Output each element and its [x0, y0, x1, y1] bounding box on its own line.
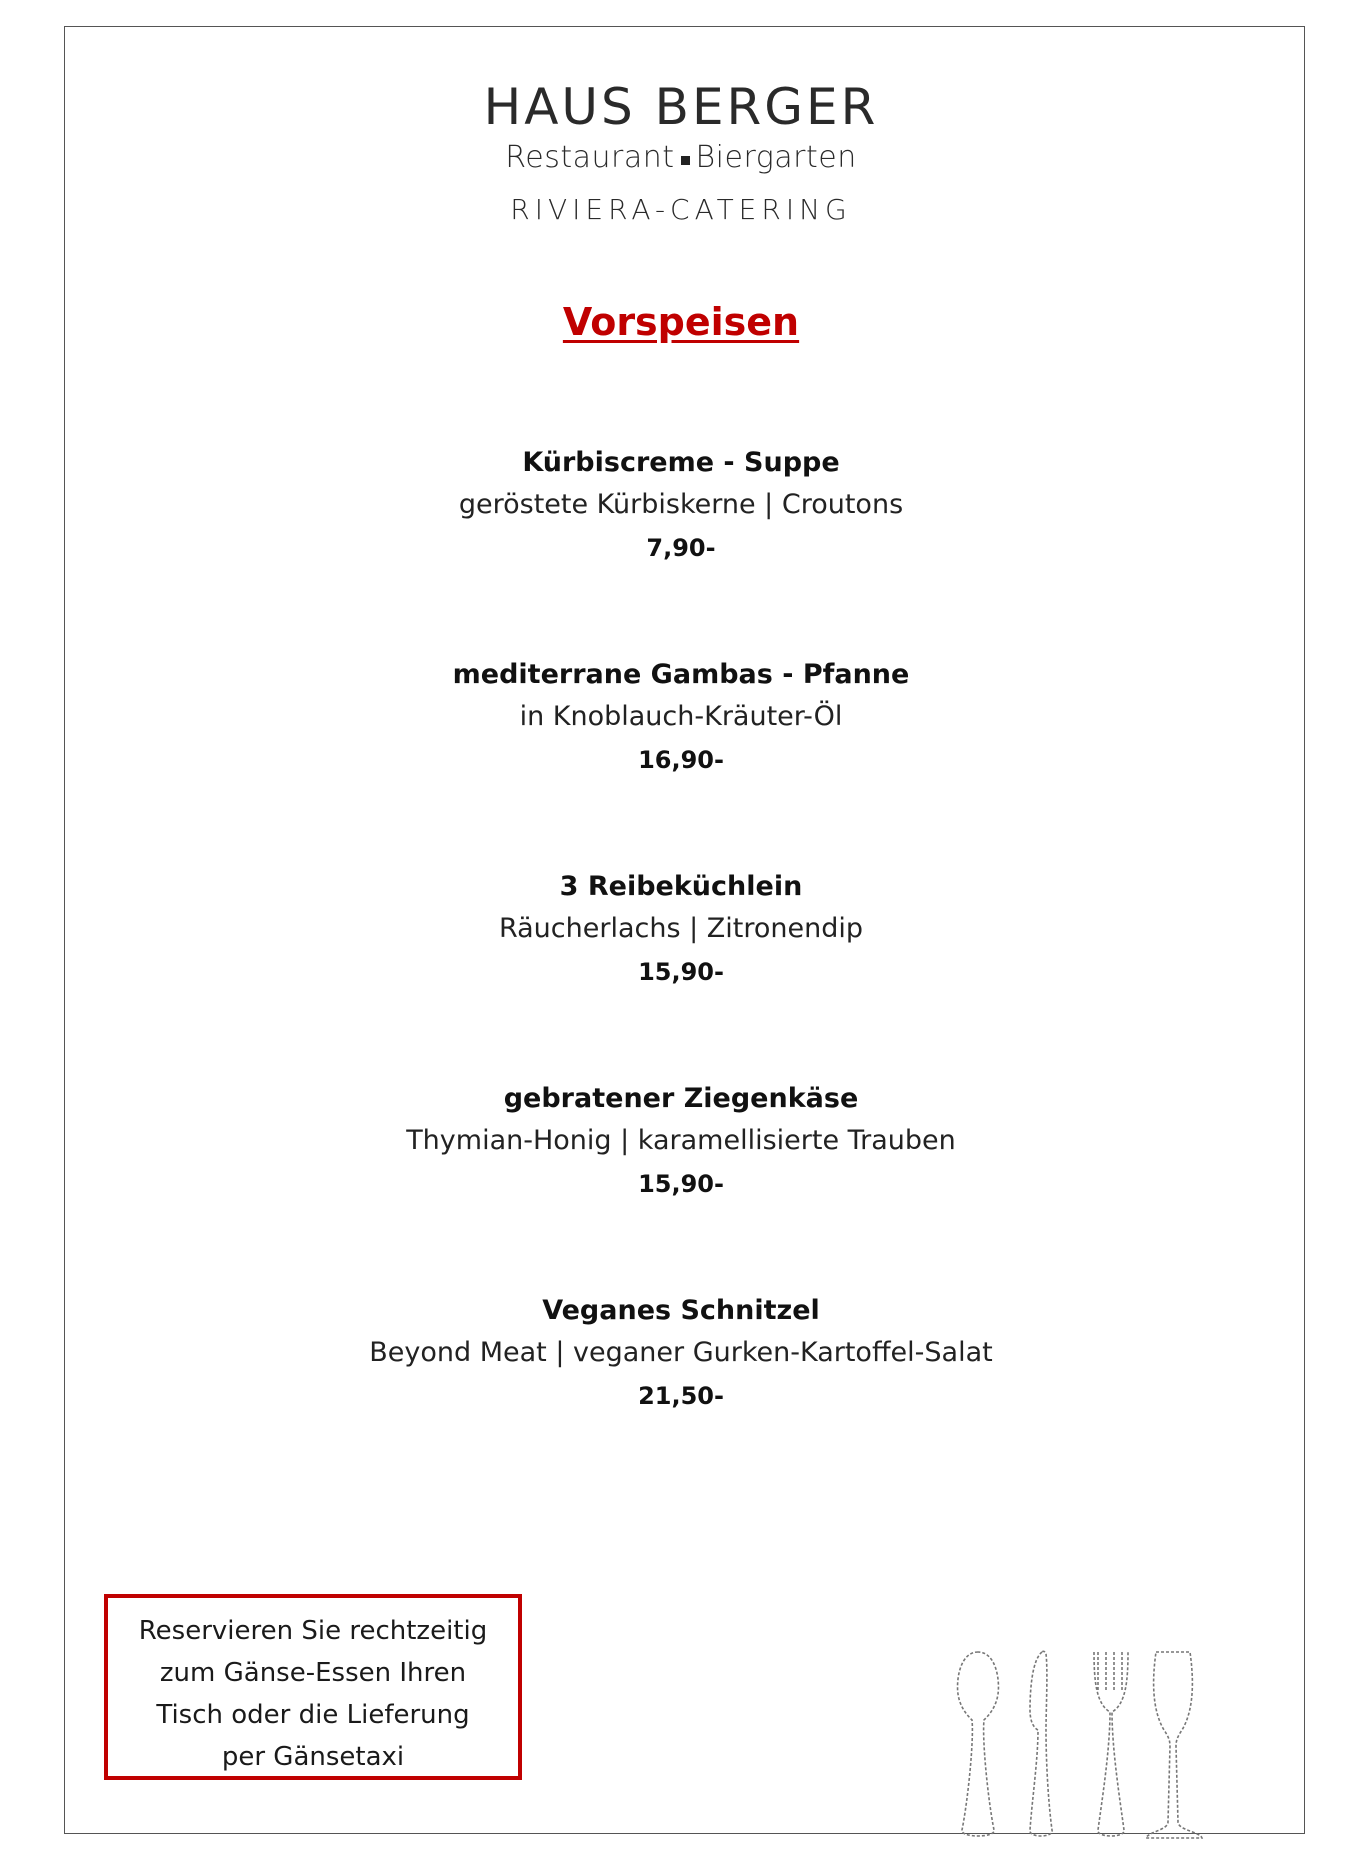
notice-line: Reservieren Sie rechtzeitig [138, 1616, 488, 1646]
menu-item [0, 444, 1362, 568]
menu-item-name: 3 Reibeküchlein [559, 871, 803, 902]
menu-item [0, 868, 1362, 992]
fork-icon [1094, 1652, 1128, 1836]
notice-line: zum Gänse-Essen Ihren [159, 1658, 467, 1688]
menu-item-price: 15,90- [638, 1170, 724, 1198]
logo-title: HAUS BERGER [483, 78, 879, 136]
notice-line: per Gänsetaxi [221, 1742, 405, 1772]
notice-line: Tisch oder die Lieferung [156, 1700, 470, 1730]
menu-item-desc: Beyond Meat | veganer Gurken-Kartoffel-Salat [369, 1337, 993, 1368]
menu-item-desc: Räucherlachs | Zitronendip [498, 913, 864, 944]
glass-icon [1146, 1652, 1202, 1838]
menu-item-desc: Thymian-Honig | karamellisierte Trauben [406, 1125, 956, 1156]
menu-item-price: 16,90- [638, 746, 724, 774]
logo-subtitle-right: Biergarten [695, 140, 857, 175]
section-title: Vorspeisen [562, 300, 800, 344]
menu-item [0, 1292, 1362, 1416]
spoon-icon [958, 1652, 999, 1836]
menu-item-price: 21,50- [638, 1382, 724, 1410]
menu-item-name: gebratener Ziegenkäse [503, 1083, 859, 1114]
menu-item-desc: in Knoblauch-Kräuter-Öl [519, 701, 843, 732]
logo-square-icon [681, 156, 690, 165]
logo-subtitle-left: Restaurant [505, 140, 675, 175]
menu-item [0, 656, 1362, 780]
reservation-notice [104, 1594, 522, 1780]
menu-item-name: mediterrane Gambas - Pfanne [452, 659, 910, 690]
menu-item [0, 1080, 1362, 1204]
menu-item-name: Kürbiscreme - Suppe [522, 447, 840, 478]
menu-item-price: 7,90- [646, 534, 716, 562]
menu-item-name: Veganes Schnitzel [542, 1295, 820, 1326]
menu-item-price: 15,90- [638, 958, 724, 986]
menu-item-desc: geröstete Kürbiskerne | Croutons [458, 489, 904, 520]
logo-subtitle [0, 140, 1362, 175]
knife-icon [1030, 1651, 1052, 1836]
cutlery-icon [950, 1650, 1250, 1840]
logo-catering: RIVIERA-CATERING [510, 193, 852, 226]
